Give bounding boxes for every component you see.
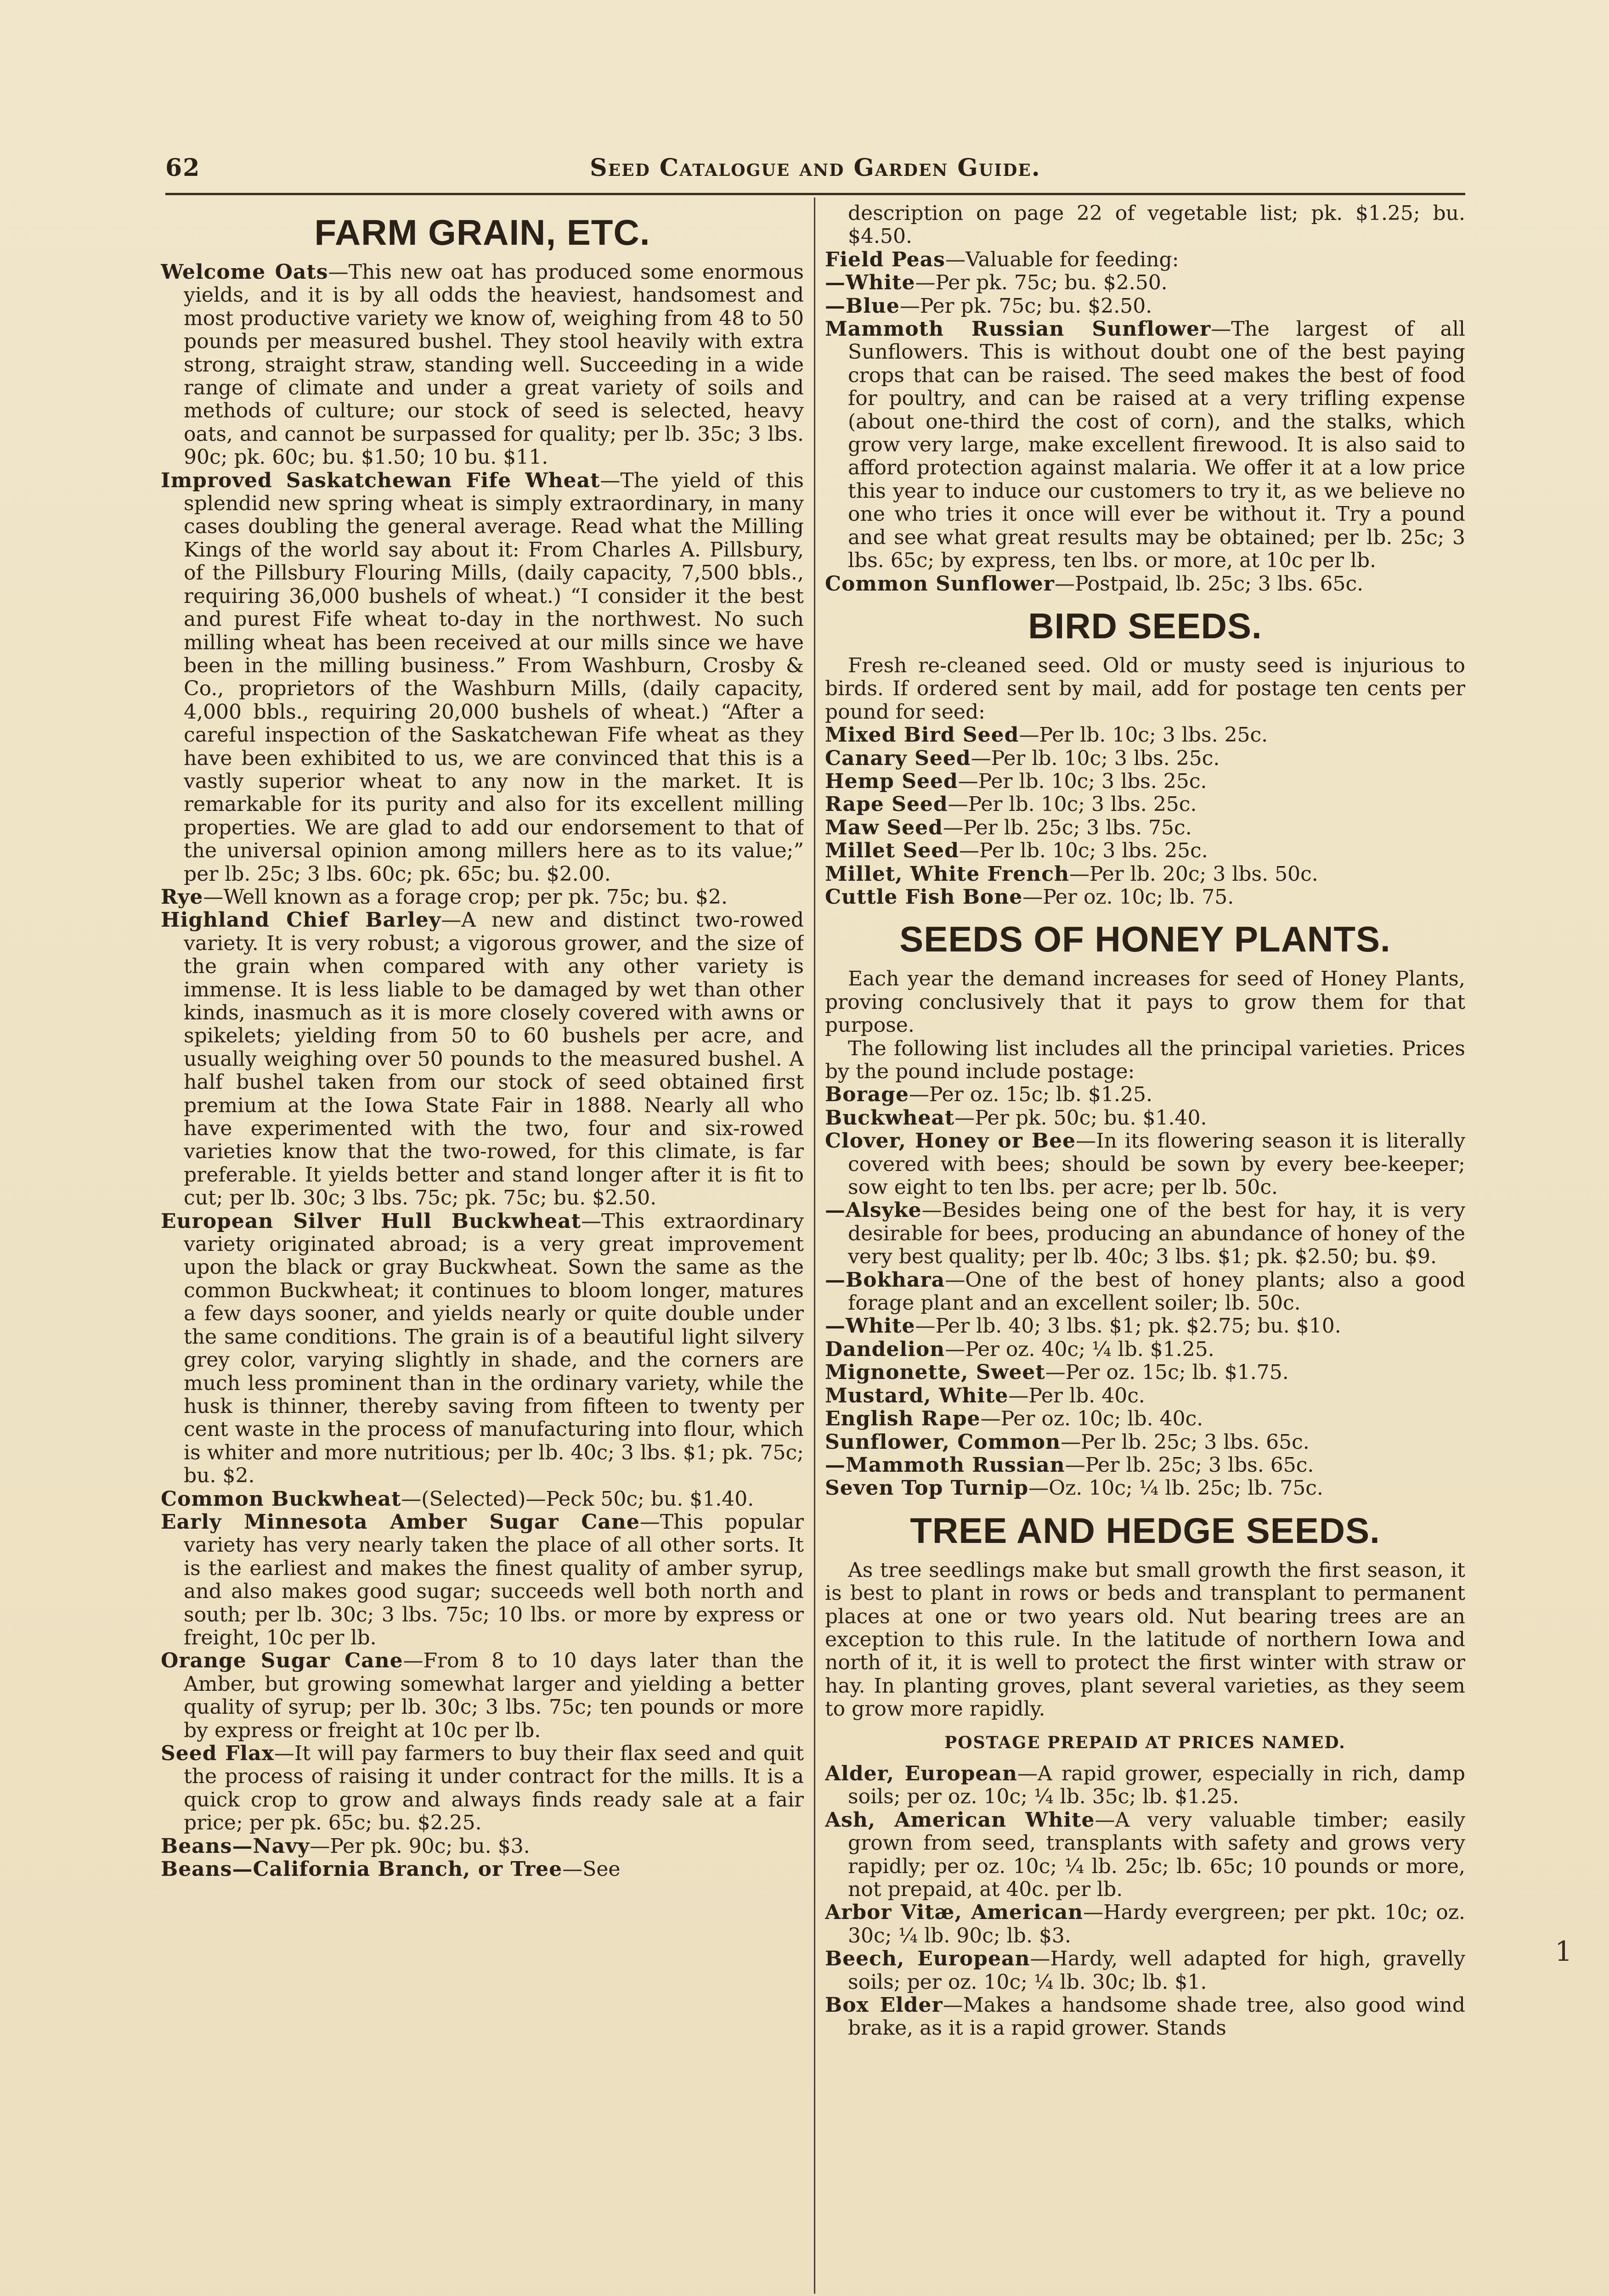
entry-hemp-seed: Hemp Seed—Per lb. 10c; 3 lbs. 25c. <box>825 769 1207 793</box>
section-title-tree-hedge: TREE AND HEDGE SEEDS. <box>910 1510 1380 1551</box>
entry-silver-hull-buckwheat: European Silver Hull Buckwheat—This extraordinary variety originated abroad; is a very great improvement upon the black or gray Buckwheat. Sown the same as the common Buckwheat; it continues to bloom longer, matures a few days sooner, and yields nearly or quite double under the same conditions. The grain is of a beautiful light silvery grey color, varying slightly in shade, and the corners are much less prominent than in the ordinary variety, while the husk is thinner, thereby saving from fifteen to twenty per cent waste in the process of manufacturing into flour, which is whiter and more nutritious; per lb. 40c; 3 lbs. $1; pk. 75c; bu. $2. <box>161 1209 804 1488</box>
postage-note: POSTAGE PREPAID AT PRICES NAMED. <box>944 1733 1346 1752</box>
entry-sunflower-common: Sunflower, Common—Per lb. 25c; 3 lbs. 65c. <box>825 1430 1310 1454</box>
left-column <box>161 202 804 2296</box>
header-rule <box>165 193 1465 195</box>
entry-common-sunflower: Common Sunflower—Postpaid, lb. 25c; 3 lbs. 65c. <box>825 572 1364 596</box>
entry-canary-seed: Canary Seed—Per lb. 10c; 3 lbs. 25c. <box>825 746 1220 770</box>
entry-amber-sugar-cane: Early Minnesota Amber Sugar Cane—This popular variety has very nearly taken the place of all other sorts. It is the earliest and makes the finest quality of amber syrup, and also makes good sugar; succeeds well both north and south; per lb. 30c; 3 lbs. 75c; 10 lbs. or more by express or freight, 10c per lb. <box>161 1510 804 1649</box>
entry-field-peas-white: —White—Per pk. 75c; bu. $2.50. <box>825 271 1168 295</box>
section-title-honey-plants: SEEDS OF HONEY PLANTS. <box>899 919 1391 960</box>
running-head: Seed Catalogue and Garden Guide. <box>590 154 1041 182</box>
entry-millet-seed: Millet Seed—Per lb. 10c; 3 lbs. 25c. <box>825 839 1208 863</box>
honey-plants-intro-2: The following list includes all the principal varieties. Prices by the pound include postage: <box>825 1036 1465 1083</box>
entry-cuttle-fish-bone: Cuttle Fish Bone—Per oz. 10c; lb. 75. <box>825 885 1234 909</box>
entry-rye: Rye—Well known as a forage crop; per pk. 75c; bu. $2. <box>161 885 728 909</box>
entry-seed-flax: Seed Flax—It will pay farmers to buy their flax seed and quit the process of raising it under contract for the mills. It is a quick crop to grow and always finds ready sale at a fair price; per pk. 65c; bu. $2.25. <box>161 1742 804 1835</box>
entry-borage: Borage—Per oz. 15c; lb. $1.25. <box>825 1083 1152 1107</box>
entry-common-buckwheat: Common Buckwheat—(Selected)—Peck 50c; bu. $1.40. <box>161 1487 754 1511</box>
tree-seeds-intro: As tree seedlings make but small growth the first season, it is best to plant in rows or beds and transplant to permanent places at one or two years old. Nut bearing trees are an exception to this rule. In the latitude of northern Iowa and north of it, it is well to protect the first winter with straw or hay. In planting groves, plant several varieties, as they seem to grow more rapidly. <box>825 1558 1465 1721</box>
bird-seeds-intro: Fresh re-cleaned seed. Old or musty seed is injurious to birds. If ordered sent by mail, add for postage ten cents per pound for seed: <box>825 653 1465 724</box>
entry-ash-american-white: Ash, American White—A very valuable timber; easily grown from seed, transplants with safety and grows very rapidly; per oz. 10c; ¼ lb. 25c; lb. 65c; 10 pounds or more, not prepaid, at 40c. per lb. <box>825 1808 1465 1901</box>
entry-welcome-oats: Welcome Oats—This new oat has produced some enormous yields, and it is by all odds the heaviest, handsomest and most productive variety we know of, weighing from 48 to 50 pounds per measured bushel. They stool heavily with extra strong, straight straw, standing well. Succeeding in a wide range of climate and under a great variety of soils and methods of culture; our stock of seed is selected, heavy oats, and cannot be surpassed for quality; per lb. 35c; 3 lbs. 90c; pk. 60c; bu. $1.50; 10 bu. $11. <box>161 260 804 469</box>
entry-rape-seed: Rape Seed—Per lb. 10c; 3 lbs. 25c. <box>825 793 1197 816</box>
entry-maw-seed: Maw Seed—Per lb. 25c; 3 lbs. 75c. <box>825 816 1192 839</box>
entry-beech-european: Beech, European—Hardy, well adapted for high, gravelly soils; per oz. 10c; ¼ lb. 30c; lb. $1. <box>825 1947 1465 1994</box>
entry-box-elder: Box Elder—Makes a handsome shade tree, also good wind brake, as it is a rapid grower. Stands <box>825 1993 1465 2040</box>
entry-clover-honey: Clover, Honey or Bee—In its flowering season it is literally covered with bees; should be sown by every bee-keeper; sow eight to ten lbs. per acre; per lb. 50c. <box>825 1129 1465 1199</box>
entry-alder-european: Alder, European—A rapid grower, especially in rich, damp soils; per oz. 10c; ¼ lb. 35c; lb. $1.25. <box>825 1761 1465 1809</box>
entry-mustard-white: Mustard, White—Per lb. 40c. <box>825 1384 1145 1407</box>
entry-field-peas: Field Peas—Valuable for feeding: <box>825 248 1179 271</box>
entry-beans-california: Beans—California Branch, or Tree—See <box>161 1857 621 1881</box>
entry-seven-top-turnip: Seven Top Turnip—Oz. 10c; ¼ lb. 25c; lb. 75c. <box>825 1476 1323 1500</box>
entry-english-rape: English Rape—Per oz. 10c; lb. 40c. <box>825 1407 1203 1431</box>
honey-plants-intro-1: Each year the demand increases for seed of Honey Plants, proving conclusively that it pays to grow them for that purpose. <box>825 967 1465 1037</box>
margin-pencil-mark: 1 <box>1555 1936 1573 1968</box>
entry-highland-barley: Highland Chief Barley—A new and distinct two-rowed variety. It is very robust; a vigorous grower, and the size of the grain when compared with any other variety is immense. It is less liable to be damaged by wet than other kinds, inasmuch as it is more closely covered with awns or spikelets; yielding from 50 to 60 bushels per acre, and usually weighing over 50 pounds to the measured bushel. A half bushel taken from our stock of seed obtained first premium at the Iowa State Fair in 1888. Nearly all who have experimented with the two, four and six-rowed varieties know that the two-rowed, for this climate, is far preferable. It yields better and stand longer after it is fit to cut; per lb. 30c; 3 lbs. 75c; pk. 75c; bu. $2.50. <box>161 908 804 1210</box>
entry-sunflower-mammoth: —Mammoth Russian—Per lb. 25c; 3 lbs. 65c. <box>825 1453 1314 1477</box>
entry-clover-white: —White—Per lb. 40; 3 lbs. $1; pk. $2.75; bu. $10. <box>825 1314 1341 1338</box>
continued-description: description on page 22 of vegetable list; pk. $1.25; bu. $4.50. <box>848 202 1465 248</box>
column-divider <box>814 197 815 2294</box>
entry-clover-bokhara: —Bokhara—One of the best of honey plants; also a good forage plant and an excellent soiler; lb. 50c. <box>825 1268 1465 1315</box>
right-column <box>825 202 1465 2296</box>
entry-millet-white-french: Millet, White French—Per lb. 20c; 3 lbs. 50c. <box>825 862 1318 886</box>
entry-mammoth-sunflower: Mammoth Russian Sunflower—The largest of all Sunflowers. This is without doubt one of the best paying crops that can be raised. The seed makes the best of food for poultry, and can be raised at a very trifling expense (about one-third the cost of corn), and the stalks, which grow very large, make excellent firewood. It is also said to afford protection against malaria. We offer it at a low price this year to induce our customers to try it, as we believe no one who tries it once will ever be without it. Try a pound and see what great results may be obtained; per lb. 25c; 3 lbs. 65c; by express, ten lbs. or more, at 10c per lb. <box>825 317 1465 573</box>
page-number: 62 <box>165 154 201 182</box>
entry-dandelion: Dandelion—Per oz. 40c; ¼ lb. $1.25. <box>825 1337 1214 1361</box>
entry-orange-sugar-cane: Orange Sugar Cane—From 8 to 10 days later than the Amber, but growing somewhat larger and yielding a better quality of syrup; per lb. 30c; 3 lbs. 75c; ten pounds or more by express or freight at 10c per lb. <box>161 1649 804 1742</box>
entry-buckwheat: Buckwheat—Per pk. 50c; bu. $1.40. <box>825 1106 1207 1130</box>
entry-mignonette: Mignonette, Sweet—Per oz. 15c; lb. $1.75. <box>825 1361 1289 1384</box>
entry-beans-navy: Beans—Navy—Per pk. 90c; bu. $3. <box>161 1834 530 1858</box>
entry-field-peas-blue: —Blue—Per pk. 75c; bu. $2.50. <box>825 294 1152 318</box>
section-title-bird-seeds: BIRD SEEDS. <box>1028 605 1262 646</box>
section-title-farm-grain: FARM GRAIN, ETC. <box>314 212 650 253</box>
entry-arbor-vitae: Arbor Vitæ, American—Hardy evergreen; per pkt. 10c; oz. 30c; ¼ lb. 90c; lb. $3. <box>825 1901 1465 1947</box>
entry-saskatchewan-wheat: Improved Saskatchewan Fife Wheat—The yield of this splendid new spring wheat is simply extraordinary, in many cases doubling the general average. Read what the Milling Kings of the world say about it: From Charles A. Pillsbury, of the Pillsbury Flouring Mills, (daily capacity, 7,500 bbls., requiring 36,000 bushels of wheat.) “I consider it the best and purest Fife wheat to-day in the northwest. No such milling wheat has been received at our mills since we have been in the milling business.” From Washburn, Crosby & Co., proprietors of the Washburn Mills, (daily capacity, 4,000 bbls., requiring 20,000 bushels of wheat.) “After a careful inspection of the Saskatchewan Fife wheat as they have been exhibited to us, we are convinced that this is a vastly superior wheat to any now in the market. It is remarkable for its purity and also for its excellent milling properties. We are glad to add our endorsement to that of the universal opinion among millers here as to its value;” per lb. 25c; 3 lbs. 60c; pk. 65c; bu. $2.00. <box>161 468 804 886</box>
entry-mixed-bird-seed: Mixed Bird Seed—Per lb. 10c; 3 lbs. 25c. <box>825 723 1268 747</box>
entry-clover-alsyke: —Alsyke—Besides being one of the best for hay, it is very desirable for bees, producing an abundance of honey of the very best quality; per lb. 40c; 3 lbs. $1; pk. $2.50; bu. $9. <box>825 1199 1465 1269</box>
